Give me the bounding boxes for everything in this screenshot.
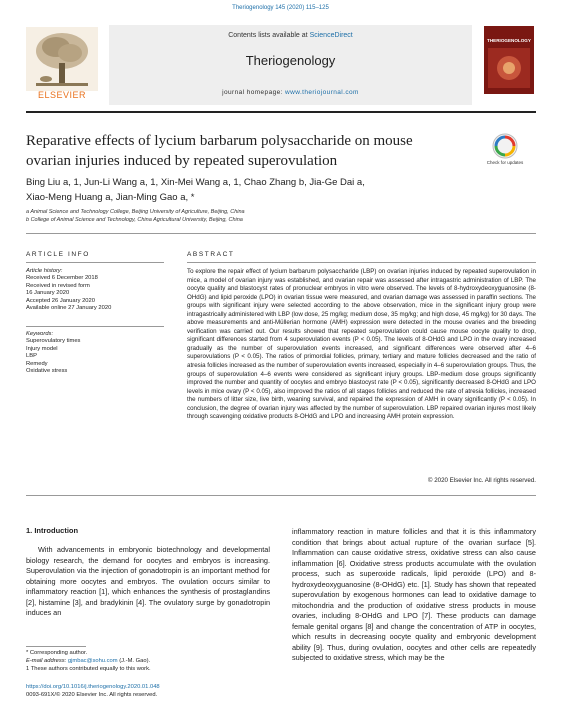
cover-art: [484, 26, 534, 94]
equal-contribution-note: 1 These authors contributed equally to this work.: [26, 666, 151, 672]
journal-citation[interactable]: Theriogenology 145 (2020) 115–125: [232, 5, 329, 11]
history-label: Article history:: [26, 268, 63, 274]
keyword-item: Oxidative stress: [26, 368, 68, 375]
email-label: E-mail address:: [26, 658, 68, 664]
journal-title: Theriogenology: [245, 53, 336, 68]
article-info-heading: ARTICLE INFO: [26, 251, 90, 258]
keywords-divider: [26, 326, 164, 327]
authors-line-2: Xiao-Meng Huang a, Jian-Ming Gao a, *: [26, 192, 195, 203]
abstract-heading: ABSTRACT: [187, 251, 235, 258]
intro-paragraph-continued: inflammatory reaction in mature follicles and that it is this inflammatory condition that brings about actual rupture of the ovarian surface [5]. Inflammation can cause oxidative stress, oxidative stress can also cause inflammation [6]. Oxidative stress products accumulate with the ovulation process, such as superoxide radicals, lipid peroxide (LPO) and 8-hydroxydeoxyguanosine (8-OHdG) etc. [1]. Study has shown that repeated superovulation by exogenous hormones can lead to oxidative damage to mitochondria and the production of oxidative stress products in mouse ovaries, including 8-OHdG and LPO [7]. These products can damage female genital organs [8] and change the concentration of ATP in oocytes, which results in decreasing oocyte quality and embryonic development ability [9]. Thus, during ovulation, oocytes and other cells are repeatedly subjected to oxidative stress, which may be the: [292, 527, 536, 662]
affiliation-divider: [26, 233, 536, 234]
history-item: Available online 27 January 2020: [26, 305, 112, 312]
abstract-divider: [187, 262, 536, 263]
header-divider: [26, 111, 536, 113]
author-list: [26, 175, 486, 205]
authors-line-1: Bing Liu a, 1, Jun-Li Wang a, 1, Xin-Mei Wang a, 1, Chao Zhang b, Jia-Ge Dai a,: [26, 177, 365, 188]
abstract-text: To explore the repair effect of lycium barbarum polysaccharide (LBP) on ovarian injuries induced by repeated superovulation in mice, a model of ovarian injury was established, and ovarian repair was assessed after intragastric administration of LBP. The oocyte quality and blastocyst rates of pronuclear embryos in vitro were observed. The levels of 8-hydroxydeoxyguanosine (8-OHdG) and lipid peroxide (LPO) in ovarian tissue were measured, and ovarian damage was assessed in paraffin sections. The groups with significant injury were selected according to the above observation, mice in the significant injury group were intragastrically administered with LBP (low dose, 25 mg/kg; medium dose, 35 mg/kg; and high dose, 45 mg/kg) for 30 days. The above measurements and anti-Müllerian hormone (AMH) expression were detected in the mouse ovaries and the breeding verification was carried out. Our results showed that repeated superovulation could cause mouse oocyte quality to drop, significant differences started from 4 superovulation events (P < 0.05). The levels of 8-OHdG and LPO in the ovary increased gradually as the number of superovulation events increased, and significant differences were observed after 4–6 superovulations (P < 0.05). The ratios of primordial follicles, primary, tertiary and mature follicles decreased and the ratio of atresia follicles increased as the number of superovulation events increased, especially in 4–6 superovulation groups. Thus, the groups of superovulation 4–6 events were considered as significant injury groups. LBP-medium dose groups significantly improved the number and quantity of oocytes and embryo blastocyst rate (P < 0.05), significantly decreased 8-OHdG and LPO levels in mice ovary (P < 0.05), also improved the ratios of all stages follicles and reduced the rate of atresia follicles, increased the numbers of litter size, live birth, weaning survival, and repaired the expression of AMH in ovary significantly (P < 0.05). In conclusion, the degree of ovarian injury was affected by the number of superovulation. LBP repaired ovarian injures most likely through scavenging oxidative products 8-OHdG and LPO and increasing AMH protein expression.: [187, 268, 536, 421]
history-item: Received in revised form: [26, 282, 90, 289]
journal-cover-image[interactable]: [484, 26, 534, 94]
keyword-item: LBP: [26, 353, 37, 360]
check-for-updates-icon[interactable]: [492, 133, 518, 159]
introduction-heading: 1. Introduction: [26, 526, 79, 535]
affiliation-b: b College of Animal Science and Technology, China Agricultural University, Beijing, China: [26, 217, 243, 223]
elsevier-wordmark: ELSEVIER: [37, 90, 87, 100]
intro-paragraph-1: With advancements in embryonic biotechnology and developmental biology research, the demand for oocytes and embryos is increasing. Superovulation via the injection of gonadotropin is an important method for obtaining more oocytes and embryos. The ovulation occurs similar to inflammatory reaction [1], which enhances the synthesis of prostaglandins [2], histamine [3], and bradykinin [4]. The ovulatory surge by gonadotropin induces an: [26, 545, 270, 617]
doi-link[interactable]: https://doi.org/10.1016/j.theriogenology.2020.01.048: [26, 684, 160, 690]
elsevier-tree-logo: [26, 27, 98, 91]
copyright-notice: © 2020 Elsevier Inc. All rights reserved.: [427, 477, 536, 484]
contents-prefix: Contents lists available at: [228, 32, 310, 39]
keywords: [26, 331, 164, 375]
history-item: 16 January 2020: [26, 290, 70, 297]
contents-line: [109, 32, 472, 39]
history-item: Received 6 December 2018: [26, 275, 98, 282]
article-title: Reparative effects of lycium barbarum polysaccharide on mouse ovarian injuries induced by repeated superovulation: [26, 133, 413, 169]
article-history: [26, 268, 164, 312]
journal-homepage: [109, 89, 472, 96]
affiliation-a: a Animal Science and Technology College, Beijing University of Agriculture, Beijing, China: [26, 209, 245, 215]
article-info-divider: [26, 262, 164, 263]
homepage-prefix: journal homepage:: [222, 89, 286, 96]
corresponding-author-note: * Corresponding author.: [26, 650, 88, 656]
email-footnote: [26, 658, 270, 664]
footnote-divider: [26, 646, 86, 647]
check-for-updates-label: Check for updates: [486, 160, 524, 165]
introduction-right-column: [292, 527, 536, 664]
keyword-item: Superovulatory times: [26, 338, 81, 345]
keyword-item: Remedy: [26, 360, 48, 367]
cover-title: THERIOGENOLOGY: [487, 38, 531, 43]
introduction-left-column: [26, 545, 270, 619]
email-link[interactable]: gjmbac@sohu.com: [67, 658, 118, 664]
keywords-label: Keywords:: [26, 331, 54, 337]
issn-line: 0093-691X/© 2020 Elsevier Inc. All rights reserved.: [26, 692, 158, 698]
email-suffix: (J.-M. Gao).: [117, 658, 151, 664]
history-item: Accepted 26 January 2020: [26, 297, 95, 304]
abstract-bottom-divider: [26, 495, 536, 496]
sciencedirect-link[interactable]: ScienceDirect: [309, 32, 353, 39]
keyword-item: Injury model: [26, 345, 58, 352]
homepage-link[interactable]: www.theriojournal.com: [285, 89, 359, 96]
